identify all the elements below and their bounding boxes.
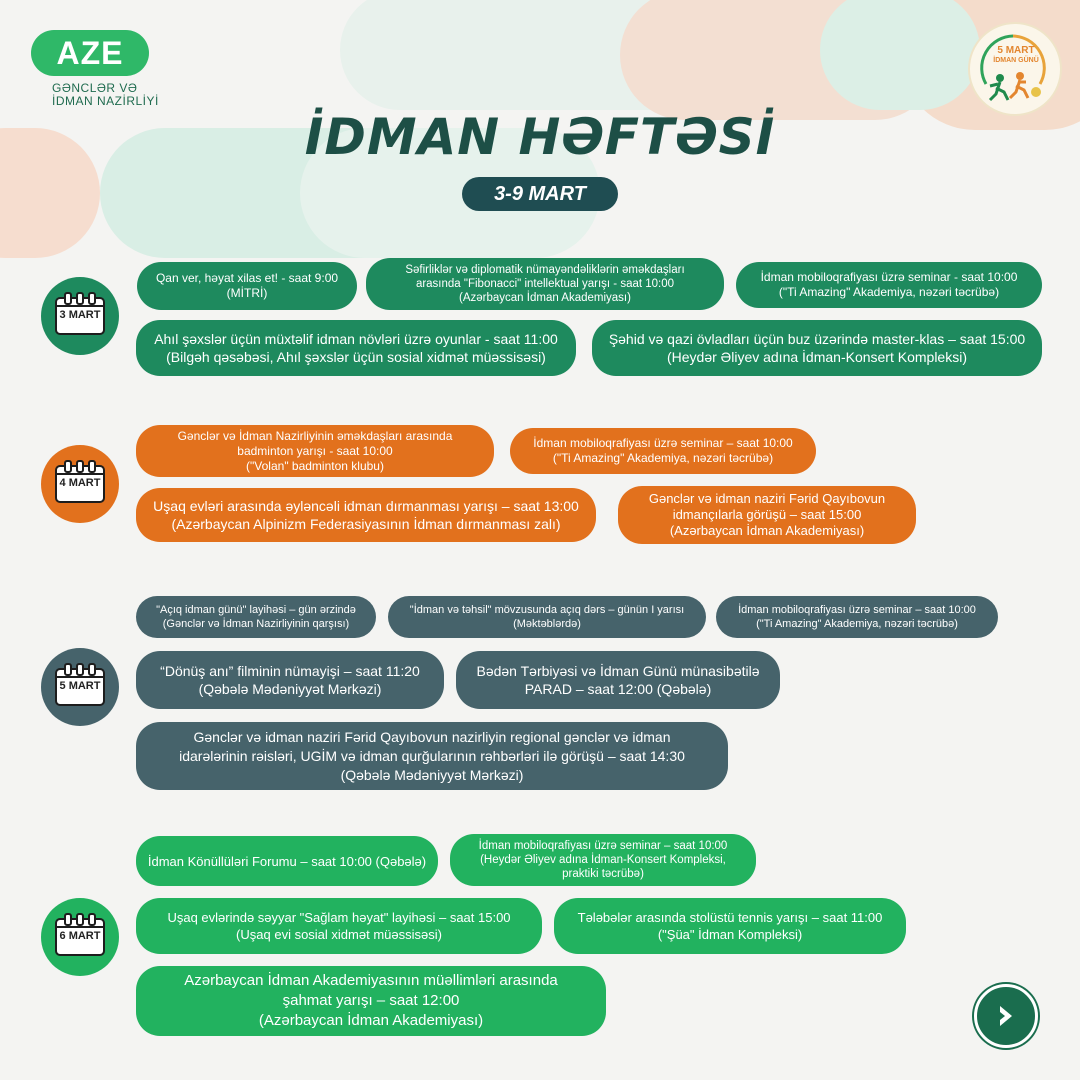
event-title: Gənclər və İdman Nazirliyinin əməkdaşları arasında [177, 428, 453, 443]
event-card[interactable] [136, 488, 596, 542]
event-title: Şəhid və qazi övladları üçün buz üzərində master-klas – saat 15:00 [608, 331, 1026, 347]
ministry-name [52, 82, 159, 108]
event-card[interactable] [136, 320, 576, 376]
event-title: "İdman və təhsil" mövzusunda açıq dərs – günün I yarısı [409, 604, 685, 616]
event-venue: (Məktəblərdə) [513, 618, 581, 630]
event-venue: praktiki təcrübə) [562, 868, 644, 880]
event-title: badminton yarışı - saat 10:00 [237, 443, 393, 458]
calendar-icon [55, 465, 105, 503]
event-title: Uşaq evləri arasında əyləncəli idman dırmanması yarışı – saat 13:00 [153, 498, 579, 514]
event-title: Səfirliklər və diplomatik nümayəndəliklərin əməkdaşları [405, 264, 685, 276]
event-card[interactable] [450, 834, 756, 886]
event-title: arasında "Fibonacci" intellektual yarışı - saat 10:00 [415, 278, 675, 290]
event-card[interactable] [716, 596, 998, 638]
event-venue: PARAD – saat 12:00 (Qəbələ) [524, 681, 712, 697]
event-venue: ("Şüa" İdman Kompleksi) [657, 927, 803, 942]
event-card[interactable] [136, 722, 728, 790]
emblem-line2: İDMAN GÜNÜ [993, 57, 1039, 64]
event-title: Gənclər və idman naziri Fərid Qayıbovun [648, 491, 886, 506]
event-card[interactable] [136, 898, 542, 954]
next-slide-button[interactable] [974, 984, 1038, 1048]
event-title: İdman mobiloqrafiyası üzrə seminar - saat 10:00 [760, 270, 1018, 284]
event-title: İdman Könüllüləri Forumu – saat 10:00 (Qəbələ) [147, 853, 427, 869]
event-venue: (Azərbaycan Alpinizm Federasiyasının İdman dırmanması zalı) [171, 516, 561, 532]
event-title: idarələrinin rəisləri, UGİM və idman qurğularının rəhbərləri ilə görüşü – saat 14:30 [179, 747, 685, 764]
event-card[interactable] [136, 596, 376, 638]
event-card[interactable] [366, 258, 724, 310]
calendar-icon [55, 297, 105, 335]
event-venue: (Heydər Əliyev adına İdman-Konsert Kompleksi) [667, 349, 967, 365]
sports-day-emblem [968, 22, 1062, 116]
emblem-line1: 5 MART [997, 45, 1035, 56]
event-card[interactable] [136, 966, 606, 1036]
event-card[interactable] [136, 651, 444, 709]
event-venue: ("Ti Amazing" Akademiya, nəzəri təcrübə) [778, 285, 1000, 299]
event-title: Gənclər və idman naziri Fərid Qayıbovun nazirliyin regional gənclər və idman [193, 728, 671, 745]
day-badge-3-mart [41, 277, 119, 355]
day-label: 3 MART [59, 309, 101, 321]
day-badge-5-mart [41, 648, 119, 726]
event-card[interactable] [136, 836, 438, 886]
event-venue: ("Ti Amazing" Akademiya, nəzəri təcrübə) [756, 618, 958, 630]
ministry-name-line1: GƏNCLƏR VƏ [52, 81, 138, 95]
event-title: şahmat yarışı – saat 12:00 [282, 992, 460, 1009]
event-card[interactable] [592, 320, 1042, 376]
calendar-icon [55, 668, 105, 706]
day-badge-4-mart [41, 445, 119, 523]
event-title: Qan ver, həyat xilas et! - saat 9:00 [155, 271, 339, 285]
event-card[interactable] [736, 262, 1042, 308]
ministry-name-line2: İDMAN NAZİRLİYİ [52, 94, 159, 108]
emblem-text [988, 46, 1044, 66]
event-card[interactable] [456, 651, 780, 709]
event-title: "Açıq idman günü" layihəsi – gün ərzində [156, 604, 356, 616]
event-venue: ("Volan" badminton klubu) [246, 458, 384, 473]
event-venue: (Qəbələ Mədəniyyət Mərkəzi) [340, 766, 524, 783]
event-card[interactable] [137, 262, 357, 310]
bg-shape [820, 0, 980, 110]
event-title: Tələbələr arasında stolüstü tennis yarışı – saat 11:00 [577, 910, 883, 925]
event-venue: (Azərbaycan İdman Akademiyası) [459, 292, 631, 304]
ministry-logo [31, 30, 149, 76]
event-venue: (Azərbaycan İdman Akademiyası) [258, 1012, 484, 1029]
runners-icon [968, 22, 1058, 112]
event-venue: (Uşaq evi sosial xidmət müəssisəsi) [236, 927, 442, 942]
chevron-right-icon [992, 1002, 1020, 1030]
event-venue: (Heydər Əliyev adına İdman-Konsert Kompleksi, [480, 854, 726, 866]
event-title: Uşaq evlərində səyyar "Sağlam həyat" layihəsi – saat 15:00 [167, 910, 511, 925]
page-title: İDMAN HƏFTƏSİ [304, 108, 776, 166]
event-card[interactable] [554, 898, 906, 954]
day-label: 5 MART [59, 680, 101, 692]
event-title: İdman mobiloqrafiyası üzrə seminar – saat 10:00 [533, 436, 793, 450]
date-range-badge: 3-9 MART [462, 177, 618, 211]
event-card[interactable] [388, 596, 706, 638]
day-badge-6-mart [41, 898, 119, 976]
event-title: idmançılarla görüşü – saat 15:00 [672, 507, 862, 522]
day-label: 4 MART [59, 477, 101, 489]
event-card[interactable] [136, 425, 494, 477]
event-venue: (Qəbələ Mədəniyyət Mərkəzi) [198, 681, 382, 697]
calendar-icon [55, 918, 105, 956]
event-venue: (MİTRİ) [226, 286, 268, 300]
event-title: Bədən Tərbiyəsi və İdman Günü münasibətilə [476, 663, 760, 679]
event-card[interactable] [618, 486, 916, 544]
event-title: “Dönüş anı” filminin nümayişi – saat 11:20 [160, 663, 420, 679]
event-venue: (Bilgəh qəsəbəsi, Ahıl şəxslər üçün sosial xidmət müəssisəsi) [166, 349, 546, 365]
event-title: İdman mobiloqrafiyası üzrə seminar – saat 10:00 [478, 840, 728, 852]
event-venue: ("Ti Amazing" Akademiya, nəzəri təcrübə) [552, 451, 774, 465]
event-venue: (Azərbaycan İdman Akademiyası) [669, 523, 865, 538]
event-title: Ahıl şəxslər üçün müxtəlif idman növləri üzrə oyunlar - saat 11:00 [154, 331, 558, 347]
logo-text: AZE [56, 34, 124, 71]
day-label: 6 MART [59, 930, 101, 942]
event-card[interactable] [510, 428, 816, 474]
event-venue: (Gənclər və İdman Nazirliyinin qarşısı) [162, 618, 350, 630]
event-title: Azərbaycan İdman Akademiyasının müəllimləri arasında [184, 972, 558, 989]
event-title: İdman mobiloqrafiyası üzrə seminar – saat 10:00 [738, 604, 976, 616]
